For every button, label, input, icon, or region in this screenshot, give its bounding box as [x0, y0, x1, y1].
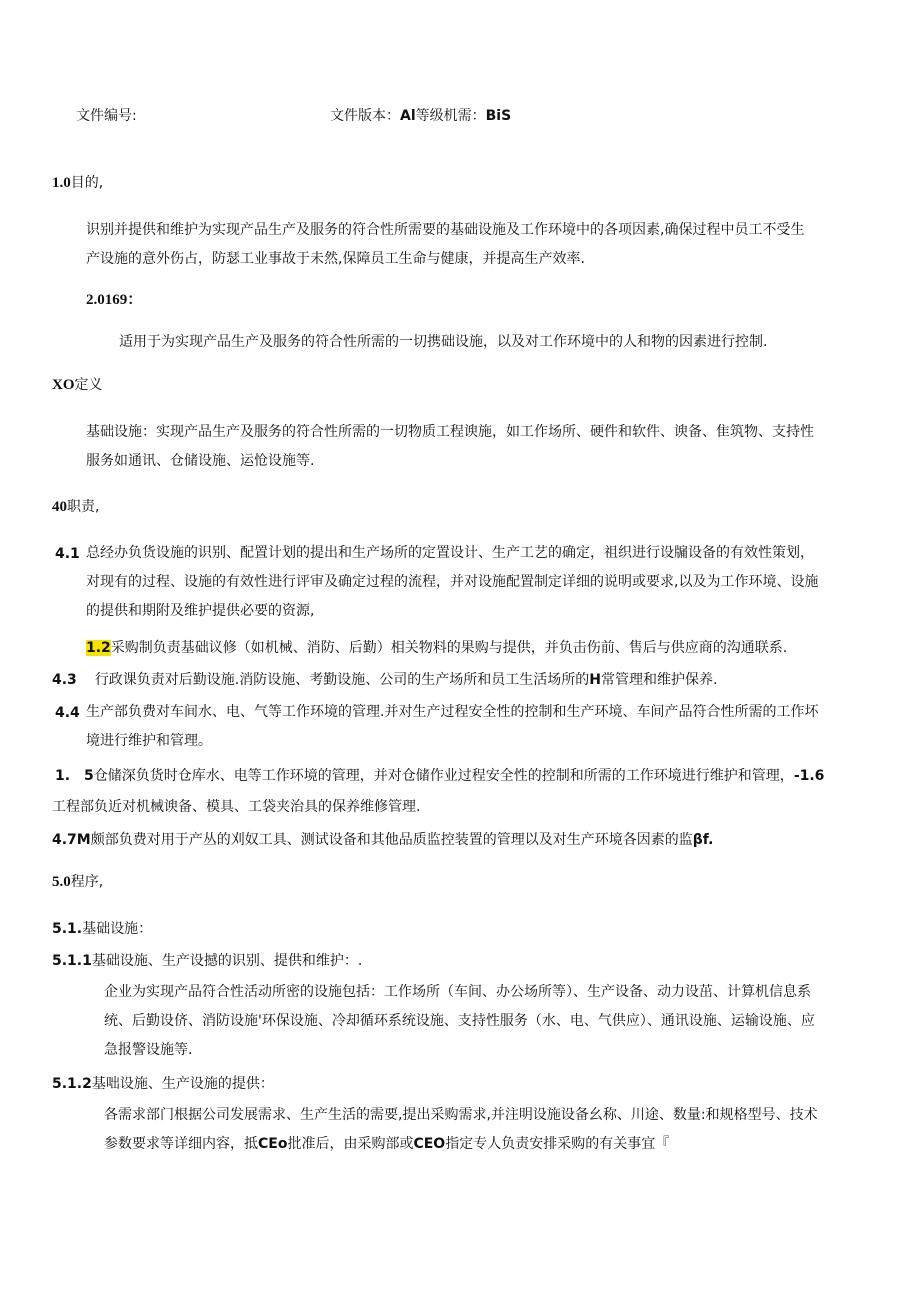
item-4-6: 工程部负近对机械谀备、模具、工袋夹治具的保养维修管理. — [52, 799, 421, 815]
item-4-3: 4.3 行政课负责对后勤设施.消防设施、考勤设施、公司的生产场所和员工生活场所的H常管理和维护保养. — [52, 672, 718, 688]
item-4-1-body: 总经办负货设施的识别、配置计划的提出和生产场所的定置设计、生产工艺的确定，祖织进行设牖设备的有效性策划， 对现有的过程、设施的有效性进行评审及确定过程的流程，并对设施配置制定详细的说明或要求,以及为工作环境、设施 的提供和期附及维护提供必要的资源, — [86, 545, 819, 619]
item-5-1-1-body: 企业为实现产品符合性活动所密的设施包括：工作场所（车间、办公场所等）、生产设备、动力设茁、计算机信息系 统、后勤设侪、消防设施'环保设施、冷却循环系统设施、支持性服务（水、电、气供应）、通讯设施、运输设施、应 急报警设施等. — [104, 984, 815, 1058]
section-1-heading: 1.0目的, — [52, 175, 104, 191]
section-5-heading: 5.0程序, — [52, 874, 104, 890]
section-2-heading: 2.0169： — [86, 292, 143, 308]
item-4-2: 1.2采购制负责基础议修（如机械、消防、后勤）相关物料的果购与提供，并负击伤前、售后与供应商的沟通联系. — [86, 640, 788, 656]
item-4-7: 4.7M颇部负费对用于产丛的刈奴工具、测试设备和其他品质监控装置的管理以及对生产环境各因素的监βf. — [52, 832, 714, 848]
item-4-4-num: 4.4 — [55, 705, 80, 721]
item-4-5: 1. 5仓储深负货时仓库水、电等工作环境的管理，并对仓储作业过程安全性的控制和所需的工作环境进行维护和管理，-1.6 — [55, 768, 825, 784]
item-4-4-body: 生产部负费对车间水、电、气等工作环境的管理.并对生产过程安全性的控制和生产环境、车间产品符合性所需的工作坏 境进行维护和管理。 — [86, 704, 819, 749]
item-5-1-1: 5.1.1基础设施、生产设撼的识别、提供和维护：. — [52, 953, 363, 969]
item-5-1-2-body: 各需求部门根据公司发展需求、生产生活的需要,提出采购需求,并注明设施设备幺称、川途、数量:和规格型号、技术 参数要求等详细内容，抵CEo批准后，由采购部或CEO指定专人负责安排采购的有关事宜『 — [104, 1107, 818, 1152]
item-4-1-num: 4.1 — [55, 546, 80, 562]
item-5-1: 5.1.基础设施： — [52, 921, 153, 937]
section-1-body: 识别并提供和维护为实现产品生产及服务的符合性所需要的基础设施及工作环境中的各项因素,确保过程中员工不受生 产设施的意外伤占，防瑟工业事故于未然,保障员工生命与健康，并提高生产效率. — [86, 222, 805, 267]
file-number-label: 文件编号: — [76, 108, 137, 124]
section-3-body: 基础设施：实现产品生产及服务的符合性所需的一切物质工程谀施，如工作场所、硬件和软件、谀备、隹筑物、支持性 服务如通讯、仓储设施、运怆设施等. — [86, 424, 814, 469]
section-4-heading: 40职责, — [52, 499, 100, 515]
item-5-1-2: 5.1.2基咄设施、生产设施的提供： — [52, 1076, 274, 1092]
section-2-body: 适用于为实现产品生产及服务的符合性所需的一切携础设施，以及对工作环境中的人和物的因素进行控制. — [119, 334, 768, 350]
file-version-label: 文件版本：Al等级机需：BiS — [330, 108, 512, 124]
section-3-heading: XO定义 — [52, 377, 103, 393]
